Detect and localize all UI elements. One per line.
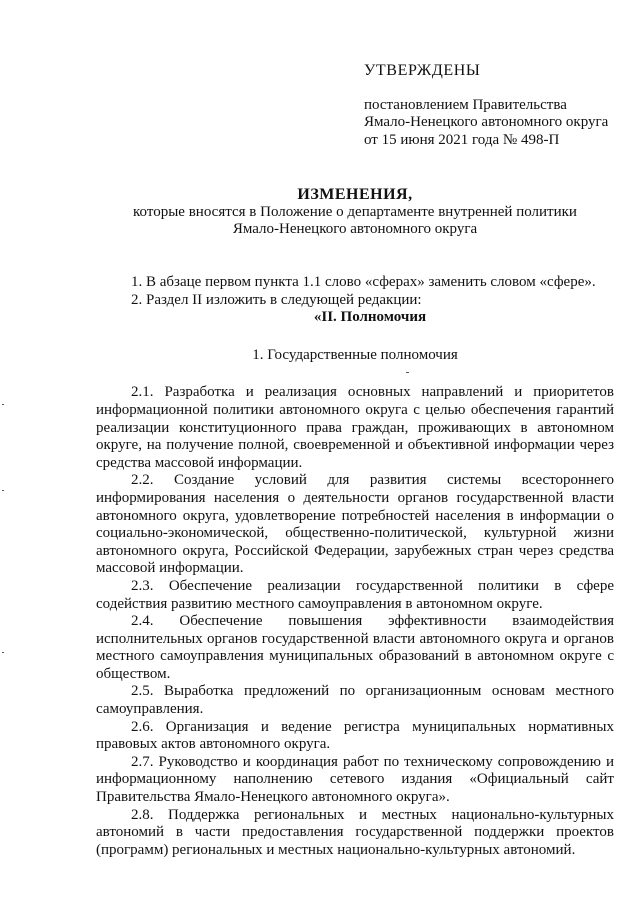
document-subtitle: Ямало-Ненецкого автономного округа bbox=[232, 221, 478, 237]
approval-heading: УТВЕРЖДЕНЫ bbox=[364, 62, 481, 79]
document-title-block bbox=[96, 186, 614, 239]
approval-block bbox=[364, 62, 624, 149]
approval-date-number: от 15 июня 2021 года № 498-П bbox=[364, 131, 560, 148]
clause-2-1: 2.1. Разработка и реализация основных направлений и приоритетов информационной политики автономного округа с целью обеспечения гарантий реализации конституционного права граждан, проживающих в автономном округе, на получение полной, своевременной и объективной информации через средства массовой информации. bbox=[96, 384, 614, 471]
change-item-1: 1. В абзаце первом пункта 1.1 слово «сферах» заменить словом «сфере». bbox=[131, 274, 596, 290]
document-body bbox=[96, 274, 614, 859]
approval-line: постановлением Правительства bbox=[364, 96, 567, 113]
document-title: ИЗМЕНЕНИЯ, bbox=[297, 186, 413, 203]
approval-line: Ямало-Ненецкого автономного округа bbox=[364, 114, 609, 130]
scan-speck bbox=[2, 490, 4, 491]
scan-speck bbox=[406, 372, 409, 373]
section-subheading: 1. Государственные полномочия bbox=[252, 346, 458, 363]
clause-2-6: 2.6. Организация и ведение регистра муниципальных нормативных правовых актов автономного округа. bbox=[96, 718, 614, 753]
document-subtitle: которые вносятся в Положение о департаменте внутренней политики bbox=[133, 203, 577, 220]
clause-2-5: 2.5. Выработка предложений по организационным основам местного самоуправления. bbox=[96, 683, 614, 718]
scan-speck bbox=[2, 404, 4, 405]
clause-2-2: 2.2. Создание условий для развития системы всестороннего информирования населения о деятельности органов государственной власти автономного округа, удовлетворение потребностей населения в информации о социально-экономической, общественно-политической, культурной жизни автономного округа, Российской Федерации, зарубежных стран через средства массовой информации. bbox=[96, 472, 614, 577]
scan-speck bbox=[2, 652, 4, 653]
change-item-2: 2. Раздел II изложить в следующей редакции: bbox=[131, 291, 422, 308]
clause-2-7: 2.7. Руководство и координация работ по техническому сопровождению и информационному наполнению сетевого издания «Официальный сайт Правительства Ямало-Ненецкого автономного округа». bbox=[96, 753, 614, 806]
clause-2-4: 2.4. Обеспечение повышения эффективности взаимодействия исполнительных органов государственной власти автономного округа и органов местного самоуправления муниципальных образований в автономном округе с обществом. bbox=[96, 613, 614, 682]
clause-2-8: 2.8. Поддержка региональных и местных национально-культурных автономий в части предоставления государственной поддержки проектов (программ) региональных и местных национально-культурных автономий. bbox=[96, 806, 614, 858]
clause-2-3: 2.3. Обеспечение реализации государственной политики в сфере содействия развитию местного самоуправления в автономном округе. bbox=[96, 577, 614, 612]
section-heading: «II. Полномочия bbox=[313, 309, 427, 326]
